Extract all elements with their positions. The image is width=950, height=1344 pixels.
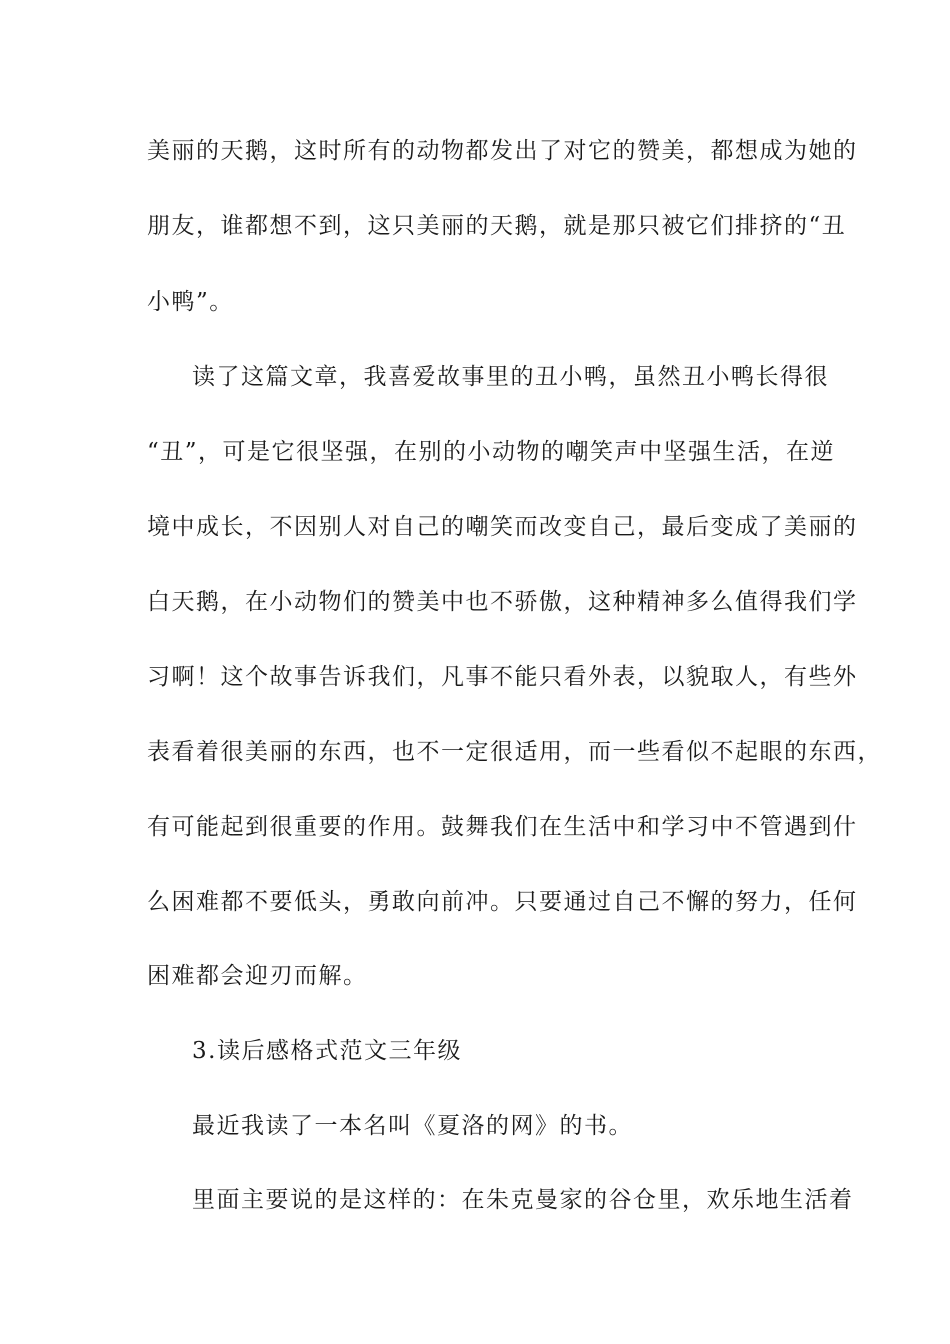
- text-line: 朋友，谁都想不到，这只美丽的天鹅，就是那只被它们排挤的“丑: [147, 213, 847, 239]
- text-line: 有可能起到很重要的作用。鼓舞我们在生活中和学习中不管遇到什: [147, 814, 858, 840]
- text-line: “丑”，可是它很坚强，在别的小动物的嘲笑声中坚强生活，在逆: [147, 439, 836, 465]
- text-line: 表看着很美丽的东西，也不一定很适用，而一些看似不起眼的东西，: [147, 739, 882, 765]
- text-line: 最近我读了一本名叫《夏洛的网》的书。: [192, 1113, 633, 1139]
- text-line: 小鸭”。: [147, 289, 234, 315]
- text-line: 读了这篇文章，我喜爱故事里的丑小鸭，虽然丑小鸭长得很: [192, 364, 829, 390]
- text-line: 么困难都不要低头，勇敢向前冲。只要通过自己不懈的努力，任何: [147, 889, 858, 915]
- text-line: 境中成长，不因别人对自己的嘲笑而改变自己，最后变成了美丽的: [147, 514, 858, 540]
- text-line: 里面主要说的是这样的：在朱克曼家的谷仓里，欢乐地生活着: [192, 1187, 854, 1213]
- text-line: 白天鹅，在小动物们的赞美中也不骄傲，这种精神多么值得我们学: [147, 589, 858, 615]
- text-line: 困难都会迎刃而解。: [147, 963, 368, 989]
- text-line: 美丽的天鹅，这时所有的动物都发出了对它的赞美，都想成为她的: [147, 138, 858, 164]
- text-line: 习啊！这个故事告诉我们，凡事不能只看外表，以貌取人，有些外: [147, 664, 858, 690]
- section-heading: 3.读后感格式范文三年级: [192, 1038, 462, 1064]
